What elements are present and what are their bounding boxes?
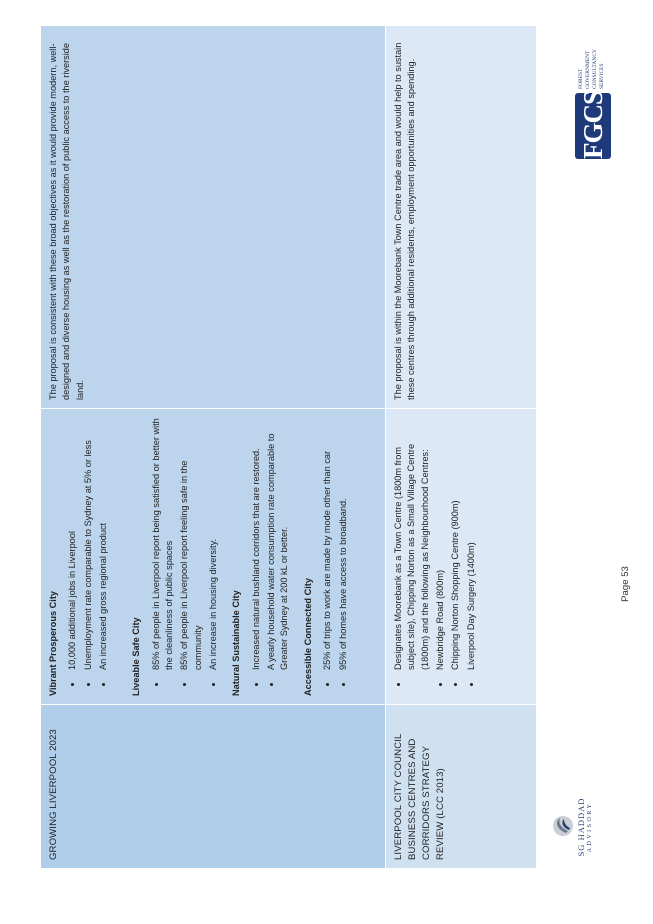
- fgcs-word: CONSULTANCY: [592, 48, 598, 89]
- row1-comment: [41, 25, 386, 408]
- comment-text: The proposal is consistent with these broad objectives as it would provide modern, well-designed and diverse housing as well as the restoration of public access to the riverside land.: [48, 43, 85, 400]
- list-item: • 85% of people in Liverpool report feeling safe in the community: [178, 417, 205, 674]
- fgcs-word: FOREST: [578, 68, 584, 89]
- fgcs-word: GOVERNMENT: [585, 50, 591, 89]
- row2-comment: [386, 25, 537, 408]
- list-item: • An increased gross regional product: [97, 417, 110, 674]
- section-list: [321, 417, 350, 696]
- list-item: • 85% of people in Liverpool report being satisfied or better with the cleanliness of public spaces: [150, 417, 177, 674]
- comment-text: The proposal is within the Moorebank Town Centre trade area and would help to sustain these centres through additional residents, employment opportunities and spending.: [393, 42, 417, 400]
- section-title: Natural Sustainable City: [231, 590, 242, 696]
- row2-heading: LIVERPOOL CITY COUNCIL BUSINESS CENTRES AND CORRIDORS STRATEGY REVIEW (LCC 2013): [386, 704, 537, 868]
- section-list: [66, 417, 110, 696]
- list-item: • Chipping Norton Shopping Centre (900m): [449, 417, 462, 674]
- fgcs-badge: [575, 90, 611, 159]
- list-item: • 10,000 additional jobs in Liverpool: [66, 417, 79, 674]
- fgcs-letters: FGCS: [578, 90, 608, 159]
- fgcs-words: [578, 49, 606, 89]
- centres-list: [392, 417, 478, 696]
- list-item: • Unemployment rate comparable to Sydney at 5% or less: [82, 417, 95, 674]
- section-title: Vibrant Prosperous City: [48, 590, 58, 696]
- sg-haddad-logo: [550, 787, 610, 867]
- list-item: • Liverpool Day Surgery (1400m): [465, 417, 478, 674]
- row2-content: [386, 408, 537, 704]
- list-item: • 25% of trips to work are made by mode other than car: [321, 417, 334, 674]
- section-list: [250, 417, 292, 696]
- list-item: • 95% of homes have access to broadband.: [337, 417, 350, 674]
- fgcs-logo: [575, 39, 615, 159]
- list-item: • An increase in housing diversity.: [207, 417, 220, 674]
- list-item: • Increased natural bushland corridors that are restored.: [250, 417, 263, 674]
- section-title: Liveable Safe City: [131, 617, 142, 696]
- page-number: Page 53: [620, 566, 631, 602]
- fgcs-word: SERVICES: [599, 63, 605, 89]
- list-item: • A yearly household water consumption rate comparable to Greater Sydney at 200 kL or better.: [265, 417, 292, 674]
- sg-haddad-tagline: ADVISORY: [587, 801, 593, 853]
- section-list: [150, 417, 221, 696]
- sg-haddad-name: SG HADDAD: [576, 797, 586, 857]
- list-item: • Newbridge Road (800m): [434, 417, 447, 674]
- row1-heading: GROWING LIVERPOOL 2023: [41, 704, 386, 868]
- policy-table: [41, 25, 537, 868]
- section-title: Accessible Connected City: [302, 578, 313, 696]
- row1-content: [41, 408, 386, 704]
- sg-haddad-emblem-icon: [552, 815, 574, 837]
- list-item: • Designates Moorebank as a Town Centre (1800m from subject site), Chipping Norton as a Small Village Centre (1800m) and the following as Neighbourhood Centres:: [392, 417, 432, 674]
